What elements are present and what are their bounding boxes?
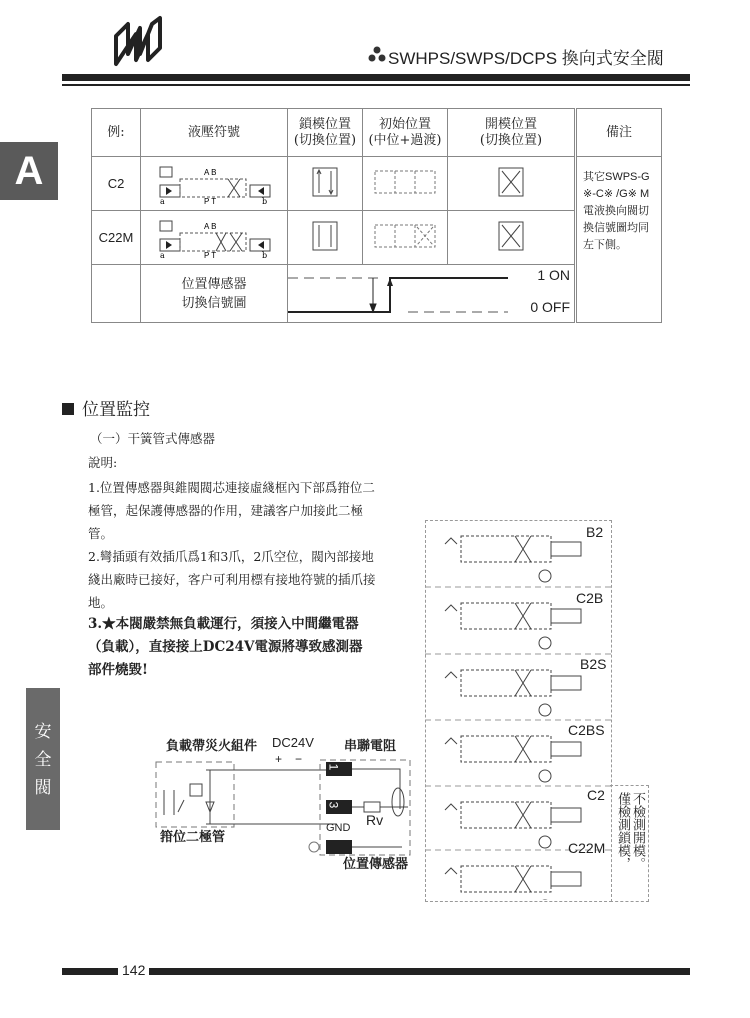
brand-logo [112,14,164,68]
svg-text:b: b [262,250,268,259]
valve-note-2: 不檢測開模。 [630,792,645,870]
footer-rule [62,968,690,975]
lock-position-symbol [288,157,363,211]
resistor-label: 串聯電阻 [344,739,397,754]
example-label: C22M [92,211,141,265]
initial-position-symbol [363,157,448,211]
switch-signal-chart [288,265,576,323]
signal-table [91,108,662,323]
minus-label: − [295,752,303,766]
signal-label: 位置傳感器 切換信號圖 [141,265,288,323]
valve-note-1: 僅檢測鎖模， [615,792,630,870]
svg-text:A B: A B [204,221,217,231]
col-header: 例: [92,109,141,157]
svg-text:b: b [262,196,268,205]
col-header: 鎖模位置 (切換位置) [288,109,363,157]
valve-label: B2S [580,656,607,672]
svg-text:P T: P T [204,196,217,205]
plus-label: + [275,752,283,766]
square-bullet-icon [62,403,74,415]
section-heading [62,395,150,420]
note-3-warning: 3.★本閥嚴禁無負載運行，須接入中間繼電器（負載），直接接上DC24V電源將導致感測器部件燒毀! [88,616,363,678]
header-rule [62,74,690,81]
section-tab: A [0,142,58,200]
open-position-symbol [448,157,576,211]
subtitle: （一）干簧管式傳感器 [90,431,216,446]
dots-icon [368,46,386,62]
valve-label: C22M [568,840,606,856]
note-1: 1.位置傳感器與錐閥閥芯連接虛綫框內下部爲箝位二極管，起保護傳感器的作用，建議客户加接此二極管。 [88,480,375,541]
header-title: SWHPS/SWPS/DCPS 換向式安全閥 [388,49,664,68]
load-label: 負載帶災火組件 [166,739,258,754]
col-header: 液壓符號 [141,109,288,157]
open-position-symbol [448,211,576,265]
initial-position-symbol [363,211,448,265]
side-tab: 安全閥 [26,688,60,830]
svg-text:P T: P T [204,250,217,259]
dc-label: DC24V [272,735,314,750]
svg-text:A B: A B [204,167,217,177]
gnd-label: GND [326,822,351,834]
valve-label: C2BS [568,722,605,738]
hydraulic-symbol [141,157,288,211]
pin1-label: 1 [326,763,341,771]
note-2: 2.彎插頭有效插爪爲1和3爪，2爪空位，閥內部接地綫出廠時已接好，客户可利用標有接地符號的插爪接地。 [88,549,376,610]
header-rule-thin [62,84,690,86]
col-header: 初始位置 (中位+過渡) [363,109,448,157]
section-title: 位置監控 [82,400,150,420]
valve-label: B2 [586,524,604,540]
on-label: 1 ON [537,267,570,283]
col-header: 開模位置 (切換位置) [448,109,576,157]
pin3-label: 3 [326,801,341,809]
table-row [92,157,662,211]
example-label: C2 [92,157,141,211]
remark-note: 其它SWPS-G ※-C※ /G※ M 電液換向閥切換信號圖均同左下側。 [576,157,662,323]
lock-position-symbol [288,211,363,265]
col-header: 備注 [576,109,662,157]
rv-label: Rv [366,812,384,828]
wiring-diagram [150,740,430,870]
page-number: 142 [118,962,149,978]
valve-label: C2 [587,787,605,803]
valve-label: C2B [576,590,604,606]
hydraulic-symbol [141,211,288,265]
svg-text:a: a [160,196,165,205]
svg-text:a: a [160,250,165,259]
off-label: 0 OFF [530,299,570,315]
sensor-label: 位置傳感器 [343,857,409,872]
diode-label: 箝位二極管 [160,830,226,845]
intro: 說明: [88,455,118,470]
